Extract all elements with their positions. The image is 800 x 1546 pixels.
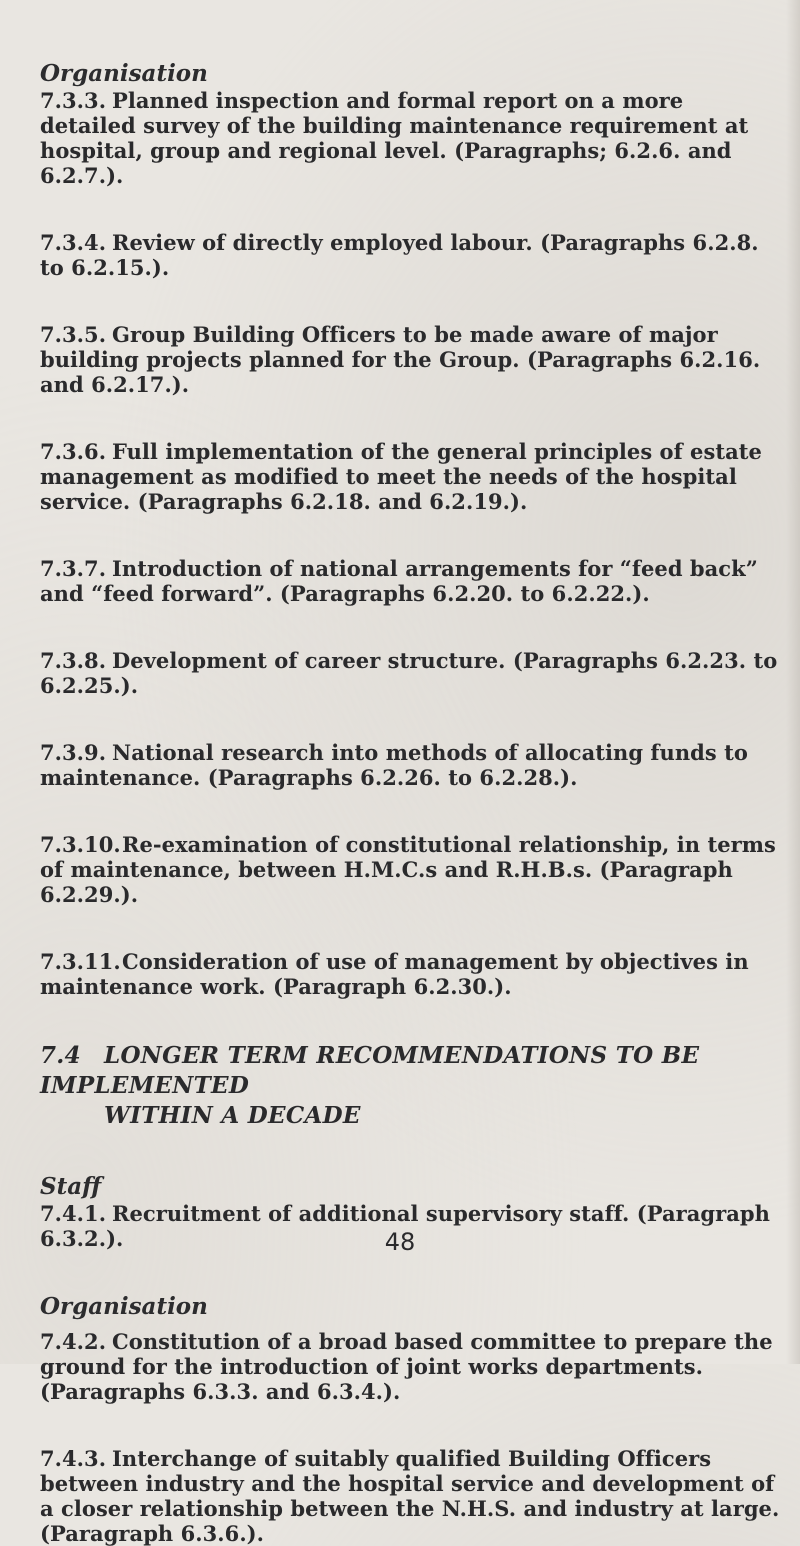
paragraph-text: Planned inspection and formal report on a more detailed survey of the building maintenance requirement at hospital, group and regional level. (Paragraphs; 6.2.6. and 6.2.7.).	[40, 88, 749, 188]
paragraph-7-3-8	[40, 648, 780, 698]
paragraph-number: 7.3.7.	[40, 556, 107, 581]
paragraph-7-3-5	[40, 322, 780, 397]
page-number: 48	[384, 1228, 416, 1256]
paragraph-text: Interchange of suitably qualified Building Officers between industry and the hospital service and development of a closer relationship between the N.H.S. and industry at large. (Paragraph 6.3.6.).	[40, 1446, 780, 1546]
paragraph-7-3-9	[40, 740, 780, 790]
paragraph-7-3-3	[40, 88, 780, 188]
page-edge-shadow	[786, 0, 800, 1364]
paragraph-number: 7.3.6.	[40, 439, 107, 464]
paragraph-text: Development of career structure. (Paragraphs 6.2.23. to 6.2.25.).	[40, 648, 778, 698]
paragraph-7-3-6	[40, 439, 780, 514]
paragraph-7-3-7	[40, 556, 780, 606]
organisation-heading: Organisation	[40, 60, 208, 87]
paragraph-number: 7.4.1.	[40, 1201, 107, 1226]
paragraph-text: National research into methods of allocating funds to maintenance. (Paragraphs 6.2.26. to 6.2.28.).	[40, 740, 748, 790]
document-page	[40, 60, 780, 1546]
paragraph-7-4-3	[40, 1446, 780, 1546]
section-number: 7.4	[40, 1042, 81, 1069]
paragraph-number: 7.4.2.	[40, 1329, 107, 1354]
organisation-heading: Organisation	[40, 1293, 208, 1320]
paragraph-number: 7.3.11.	[40, 949, 121, 974]
paragraph-7-3-10	[40, 832, 780, 907]
paragraph-text: Recruitment of additional supervisory staff. (Paragraph 6.3.2.).	[40, 1201, 770, 1251]
paragraph-number: 7.4.3.	[40, 1446, 107, 1471]
paragraph-text: Consideration of use of management by objectives in maintenance work. (Paragraph 6.2.30.).	[40, 949, 749, 999]
paragraph-text: Full implementation of the general principles of estate management as modified to meet the needs of the hospital service. (Paragraphs 6.2.18. and 6.2.19.).	[40, 439, 762, 514]
paragraph-number: 7.3.8.	[40, 648, 107, 673]
paragraph-number: 7.3.4.	[40, 230, 107, 255]
paragraph-number: 7.3.3.	[40, 88, 107, 113]
paragraph-text: Re-examination of constitutional relationship, in terms of maintenance, between H.M.C.s and R.H.B.s. (Paragraph 6.2.29.).	[40, 832, 776, 907]
paragraph-number: 7.3.5.	[40, 322, 107, 347]
paragraph-number: 7.3.9.	[40, 740, 107, 765]
paragraph-text: Group Building Officers to be made aware of major building projects planned for the Group. (Paragraphs 6.2.16. and 6.2.17.).	[40, 322, 761, 397]
paragraph-7-3-11	[40, 949, 780, 999]
staff-heading: Staff	[40, 1173, 102, 1200]
paragraph-7-3-4	[40, 230, 780, 280]
section-title-line-2: WITHIN A DECADE	[104, 1102, 361, 1129]
paragraph-text: Review of directly employed labour. (Paragraphs 6.2.8. to 6.2.15.).	[40, 230, 759, 280]
paragraph-number: 7.3.10.	[40, 832, 121, 857]
section-title-line-1: LONGER TERM RECOMMENDATIONS TO BE IMPLEMENTED	[40, 1042, 700, 1099]
section-7-4-title	[40, 1041, 780, 1131]
paragraph-text: Constitution of a broad based committee to prepare the ground for the introduction of joint works departments. (Paragraphs 6.3.3. and 6.3.4.).	[40, 1329, 773, 1404]
paragraph-7-4-2	[40, 1329, 780, 1404]
paragraph-text: Introduction of national arrangements for “feed back” and “feed forward”. (Paragraphs 6.2.20. to 6.2.22.).	[40, 556, 758, 606]
